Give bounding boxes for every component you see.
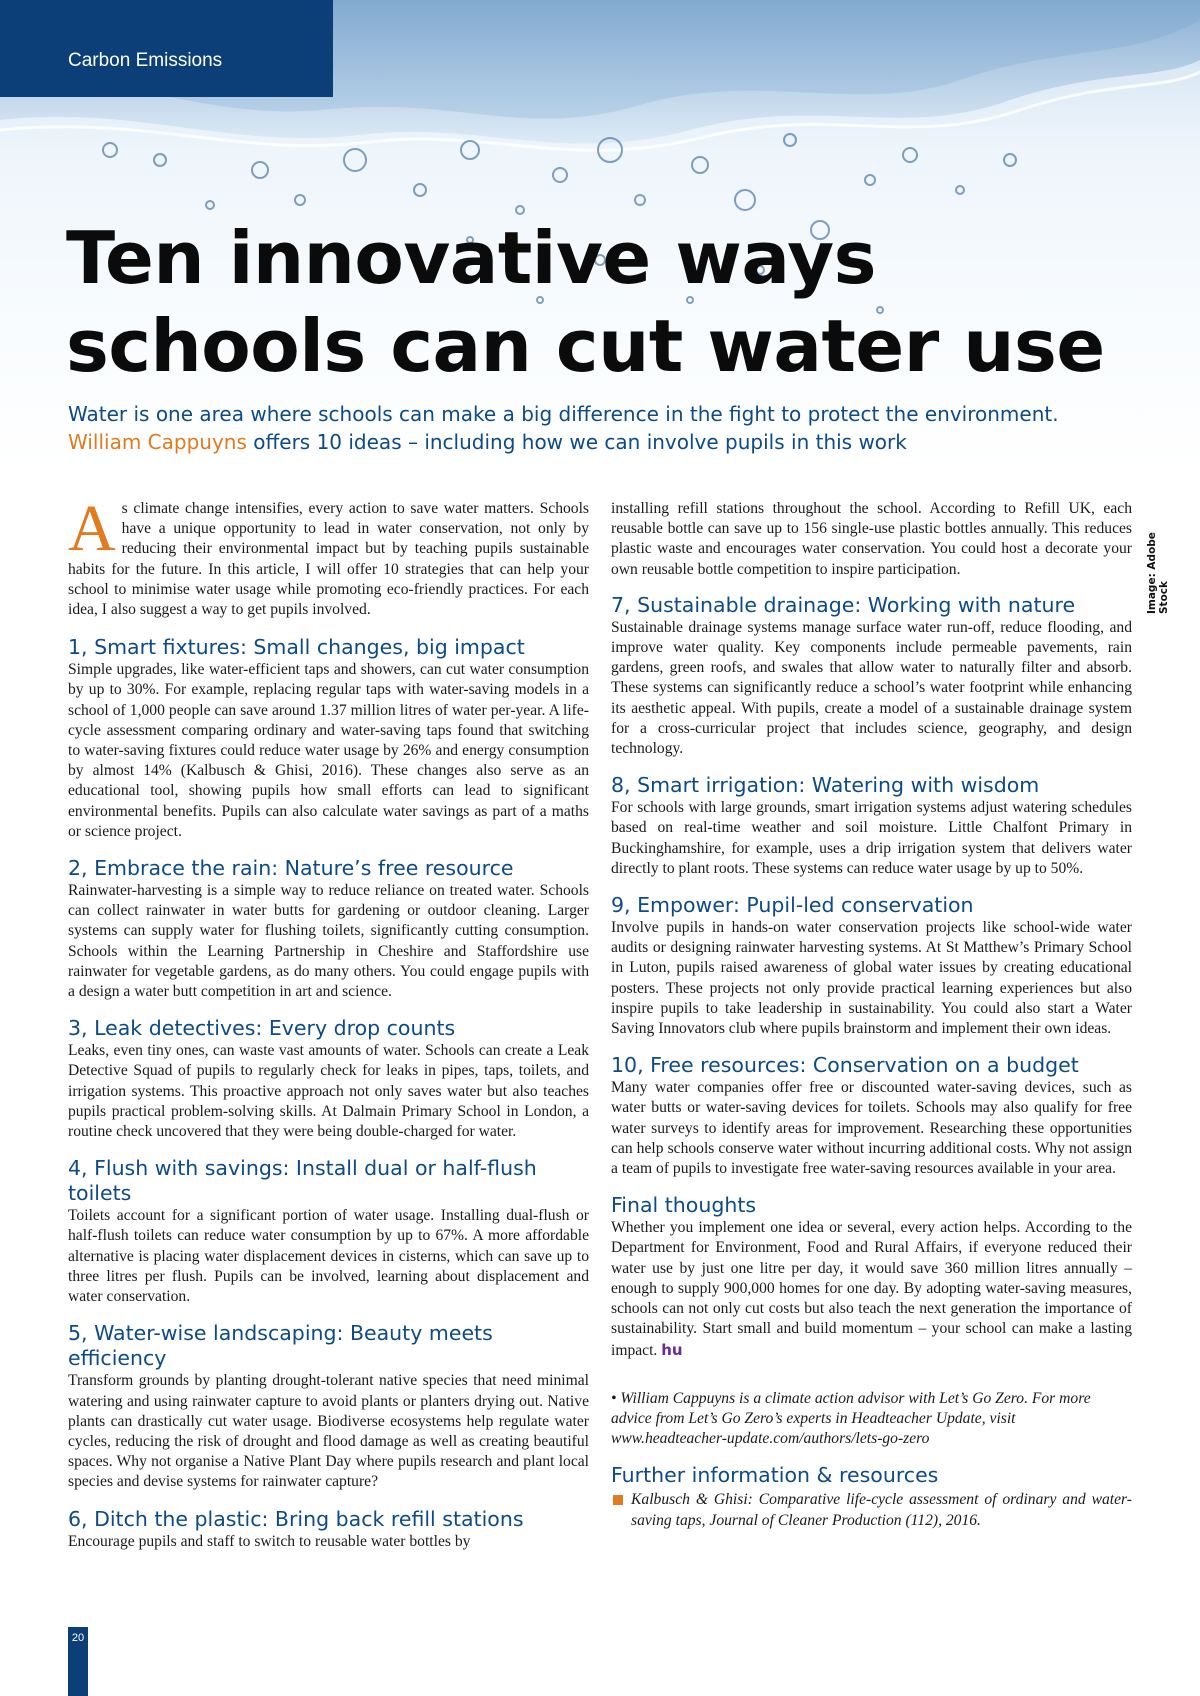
section-body-6: Encourage pupils and staff to switch to reusable water bottles by <box>68 1532 471 1550</box>
section-body-7: Sustainable drainage systems manage surface water run-off, reduce flooding, and improve water quality. Key components include permeable pavements, rain gardens, green roofs, and swales that allow water to naturally filter and absorb. These systems can significantly reduce a school’s water footprint while enhancing its aesthetic appeal. With pupils, create a model of a sustainable drainage system for a cross-curricular project that includes science, geography, and design technology. <box>611 618 1132 758</box>
section-heading-3: 3, Leak detectives: Every drop counts <box>68 1016 456 1041</box>
drop-cap: A <box>68 492 116 565</box>
section-heading-9: 9, Empower: Pupil-led conservation <box>611 893 974 918</box>
intro-paragraph: As climate change intensifies, every action to save water matters. Schools have a unique opportunity to lead in water conservation, not only by reducing their environmental impact but by teaching pupils sustainable habits for the future. In this article, I will offer 10 strategies that can help your school to minimise water usage while promoting eco-friendly practices. For each idea, I also suggest a way to get pupils involved. <box>68 492 589 619</box>
image-credit: Image: Adobe Stock <box>1146 532 1170 614</box>
section-tab: Carbon Emissions <box>0 0 333 97</box>
section-body-3: Leaks, even tiny ones, can waste vast amounts of water. Schools can create a Leak Detective Squad of pupils to regularly check for leaks in pipes, taps, toilets, and irrigation systems. This proactive approach not only saves water but also teaches pupils practical problem-solving skills. At Dalmain Primary School in London, a routine check uncovered that they were being double-charged for water. <box>68 1042 589 1141</box>
section-heading-5: 5, Water-wise landscaping: Beauty meets efficiency <box>68 1321 493 1371</box>
final-thoughts-heading: Final thoughts <box>611 1193 757 1218</box>
headteacher-update-logo: hu <box>661 1340 683 1359</box>
section-body-1: Simple upgrades, like water-efficient taps and showers, can cut water consumption by up to 30%. For example, replacing regular taps with water-saving models in a school of 1,000 people can save around 1.37 million litres of water per-year. A life-cycle assessment comparing ordinary and water-saving taps found that switching to water-saving fixtures could reduce water usage by 26% and energy consumption by almost 14% (Kalbusch & Ghisi, 2016). These changes also serve as an educational tool, showing pupils how small efforts can lead to significant environmental benefits. Pupils can also calculate water savings as part of a maths or science project. <box>68 661 589 840</box>
section-heading-2: 2, Embrace the rain: Nature’s free resource <box>68 856 514 881</box>
section-body-9: Involve pupils in hands-on water conservation projects like school-wide water audits or designing rainwater harvesting systems. At St Matthew’s Primary School in Luton, pupils raised awareness of global water issues by creating educational posters. These projects not only provide practical learning experiences but also inspire pupils to take leadership in sustainability. You could also start a Water Saving Innovators club where pupils brainstorm and implement their own ideas. <box>611 919 1132 1038</box>
section-heading-8: 8, Smart irrigation: Watering with wisdom <box>611 773 1040 798</box>
final-thoughts-body: Whether you implement one idea or several, every action helps. According to the Department for Environment, Food and Rural Affairs, if everyone reduced their water use by just one litre per day, it would save 360 million litres annually – enough to supply 900,000 homes for one day. By adopting water-saving measures, schools can not only cut costs but also teach the next generation the importance of sustainability. Start small and build momentum – your school can make a lasting impact. hu <box>611 1219 1132 1359</box>
section-body-5: Transform grounds by planting drought-tolerant native species that need minimal watering and using rainwater capture to avoid plants or planters drying out. Native plants can drastically cut water usage. Biodiverse ecosystems help regulate water cycles, reducing the risk of drought and flood damage as well as creating beautiful spaces. Why not organise a Native Plant Day where pupils research and plant local species and devise systems for rainwater capture? <box>68 1372 589 1491</box>
section-body-8: For schools with large grounds, smart irrigation systems adjust watering schedules based on real-time weather and soil moisture. Little Chalfont Primary in Buckinghamshire, for example, uses a drip irrigation system that delivers water directly to plant roots. These systems can reduce water usage by up to 50%. <box>611 799 1132 877</box>
section-heading-10: 10, Free resources: Conservation on a budget <box>611 1053 1079 1078</box>
reference-item <box>611 1490 1132 1530</box>
section-body-10: Many water companies offer free or discounted water-saving devices, such as water butts or water-saving devices for toilets. Schools may also qualify for free water surveys to identify areas for improvement. Researching these opportunities can help schools conserve water without incurring additional costs. Why not assign a team of pupils to investigate free water-saving resources available in your area. <box>611 1079 1132 1178</box>
author-bio: • William Cappuyns is a climate action advisor with Let’s Go Zero. For more advice from Let’s Go Zero’s experts in Headteacher Update, visit www.headteacher-update.com/authors/lets-go-zero <box>611 1389 1091 1448</box>
square-bullet-icon <box>613 1495 623 1505</box>
section-body-4: Toilets account for a significant portion of water usage. Installing dual-flush or half-flush toilets can reduce water consumption by up to 67%. A more affordable alternative is placing water displacement devices in cisterns, which can save up to three litres per flush. Pupils can be involved, learning about displacement and water conservation. <box>68 1207 589 1306</box>
standfirst <box>68 400 1168 456</box>
section-body-6-continued: installing refill stations throughout the school. According to Refill UK, each reusable bottle can save up to 156 single-use plastic bottles annually. This reduces plastic waste and encourages water conservation. You could host a decorate your own reusable bottle competition to inspire participation. <box>611 500 1132 578</box>
section-heading-4: 4, Flush with savings: Install dual or half-flush toilets <box>68 1156 537 1206</box>
page-title <box>66 214 1166 390</box>
standfirst-line-1: Water is one area where schools can make a big difference in the fight to protect the environment. <box>68 402 1059 426</box>
page-number: 20 <box>71 1632 85 1644</box>
article-column-right <box>611 499 1132 1531</box>
author-name: William Cappuyns <box>68 430 247 454</box>
section-heading-6: 6, Ditch the plastic: Bring back refill stations <box>68 1506 524 1531</box>
section-heading-7: 7, Sustainable drainage: Working with nature <box>611 592 1076 617</box>
title-line-2: schools can cut water use <box>66 304 1105 388</box>
section-body-2: Rainwater-harvesting is a simple way to reduce reliance on treated water. Schools can collect rainwater in water butts for gardening or outdoor cleaning. Larger systems can supply water for flushing toilets, significantly cutting consumption. Schools within the Learning Partnership in Cheshire and Staffordshire use rainwater for vegetable gardens, as do many others. You could engage pupils with a design a water butt competition in art and science. <box>68 882 589 1001</box>
further-info-heading: Further information & resources <box>611 1463 939 1488</box>
standfirst-line-2: offers 10 ideas – including how we can involve pupils in this work <box>246 430 907 454</box>
title-line-1: Ten innovative ways <box>66 216 876 300</box>
article-column-left <box>68 492 589 1552</box>
reference-text: Kalbusch & Ghisi: Comparative life-cycle assessment of ordinary and water-saving taps, Journal of Cleaner Production (112), 2016. <box>631 1491 1132 1529</box>
section-heading-1: 1, Smart fixtures: Small changes, big impact <box>68 635 525 660</box>
